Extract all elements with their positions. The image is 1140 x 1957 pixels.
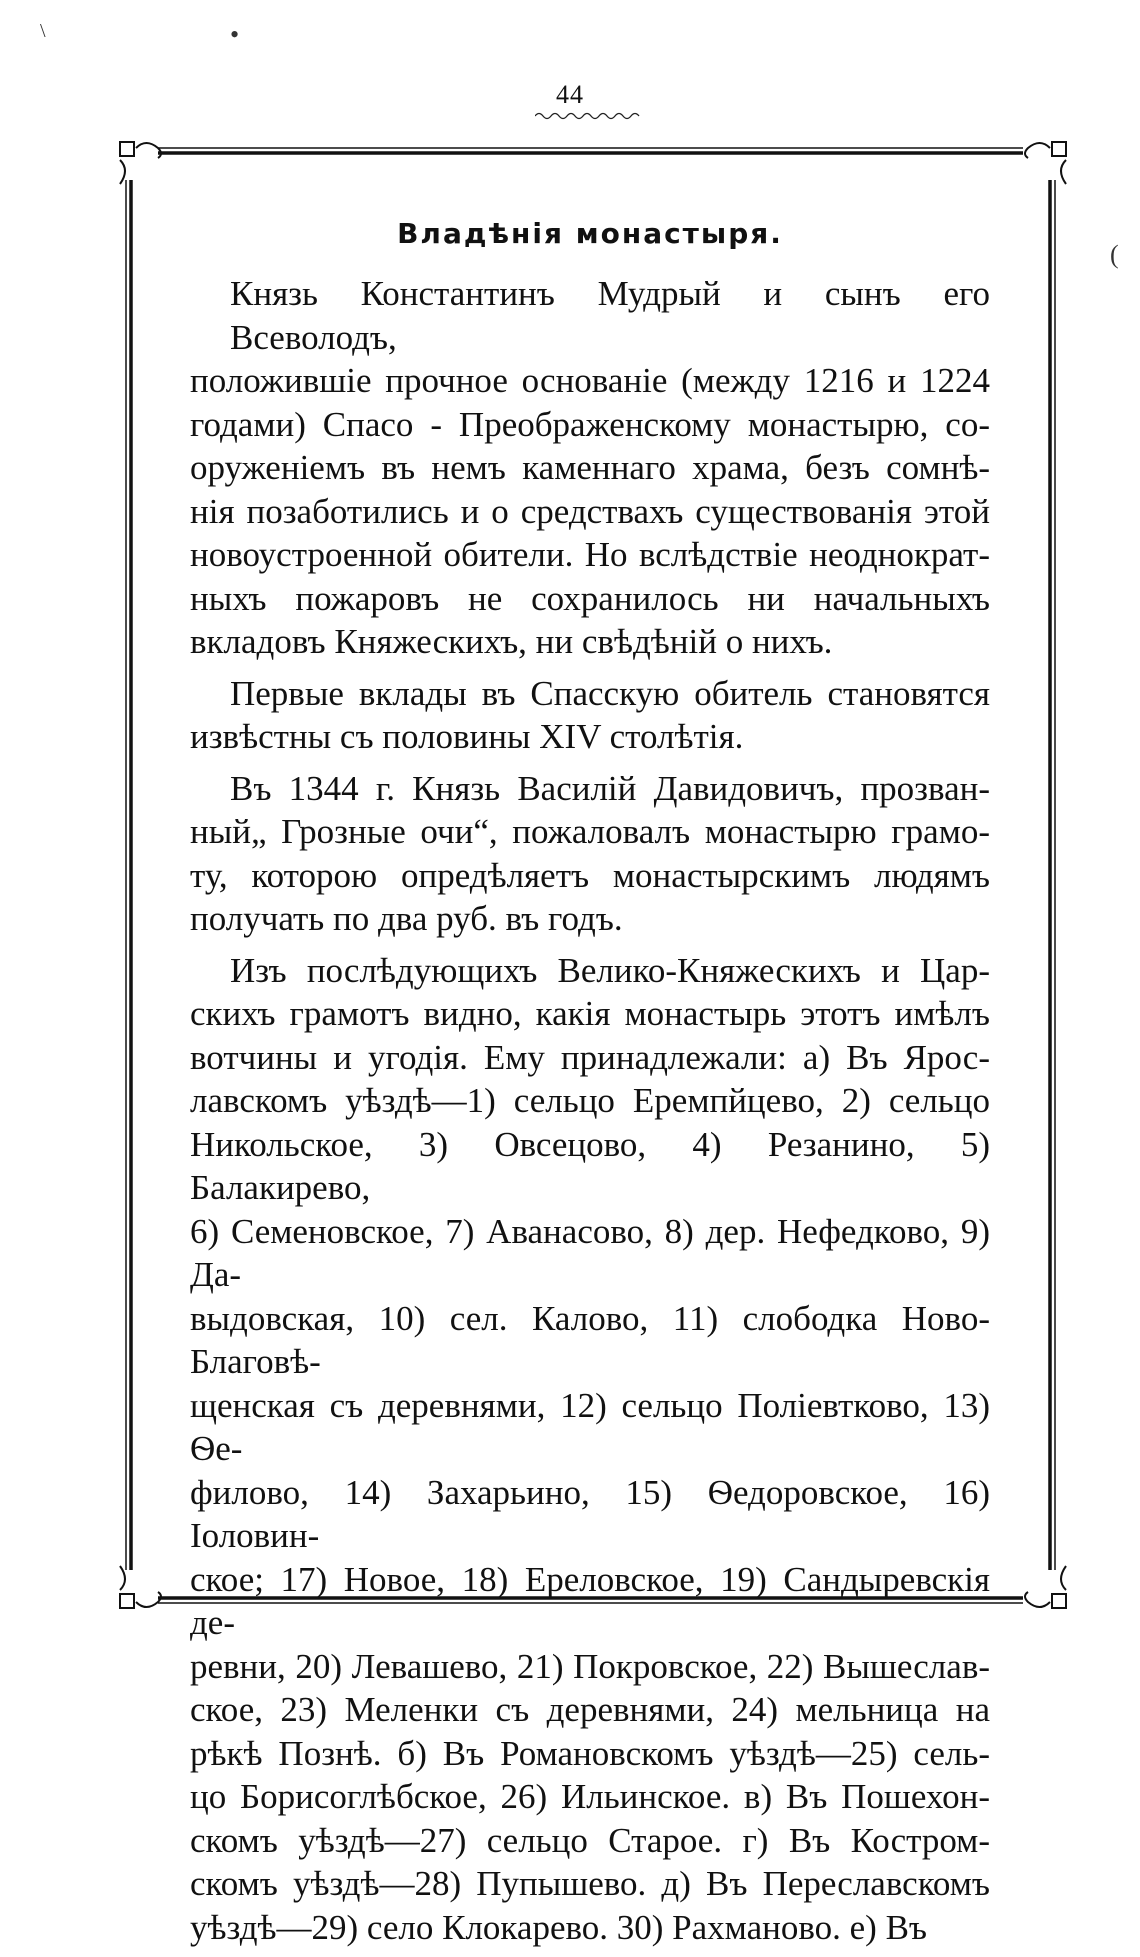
ornament-squiggle [535,111,640,121]
text-line: Первые вклады въ Спасскую обитель становятся [230,673,990,713]
text-line: ревни, 20) Левашево, 21) Покровское, 22) Вышеслав- [190,1646,990,1686]
text-line: рѣкѣ Познѣ. б) Въ Романовскомъ уѣздѣ—25) сель- [190,1733,990,1773]
print-speck: \ [40,20,46,42]
text-line: ское; 17) Новое, 18) Ереловское, 19) Сандыревскія де- [190,1559,990,1642]
text-line: ское, 23) Меленки съ деревнями, 24) мельница на [190,1690,990,1729]
text-line: скихъ грамотъ видно, какія монастырь этотъ имѣлъ [190,994,990,1033]
text-line: вкладовъ Княжескихъ, ни свѣдѣній о нихъ. [190,622,833,661]
text-line: щенская съ деревнями, 12) сельцо Поліевтково, 13) Ѳе- [190,1385,990,1468]
section-heading: Владѣнія монастыря. [397,217,783,250]
print-speck: • [230,20,240,49]
text-line: Князь Константинъ Мудрый и сынъ его Всеволодъ, [230,274,990,357]
text-line: Изъ послѣдующихъ Велико-Княжескихъ и Цар- [230,950,990,990]
text-line: Въ 1344 г. Князь Василій Давидовичъ, прозван- [230,768,990,808]
text-line: выдовская, 10) сел. Калово, 11) слободка Ново-Благовѣ- [190,1298,990,1381]
text-line: скомъ уѣздѣ—27) сельцо Старое. г) Въ Костром- [190,1820,990,1860]
body-text [190,272,990,1949]
text-line: оруженіемъ въ немъ каменнаго храма, безъ сомнѣ- [190,448,990,487]
text-line: Никольское, 3) Овсецово, 4) Резанино, 5) Балакирево, [190,1124,990,1207]
text-line: ныхъ пожаровъ не сохранилось ни начальныхъ [190,578,990,618]
paragraph [190,767,990,941]
print-speck: ( [1110,240,1119,269]
paragraph [190,672,990,759]
page-content [190,205,990,1957]
text-line: нія позаботились и о средствахъ существованія этой [190,491,990,531]
text-line: вотчины и угодія. Ему принадлежали: а) Въ Ярос- [190,1037,990,1077]
paragraph [190,949,990,1950]
text-line: скомъ уѣздѣ—28) Пупышево. д) Въ Переславскомъ [190,1864,990,1903]
text-line: ный„ Грозные очи“, пожаловалъ монастырю грамо- [190,812,990,851]
text-line: извѣстны съ половины XIV столѣтія. [190,717,744,756]
text-line: положившіе прочное основаніе (между 1216 и 1224 [190,361,990,400]
page-number: 44 [556,80,584,109]
text-line: новоустроенной обители. Но вслѣдствіе неоднократ- [190,535,990,574]
text-line: филово, 14) Захарьино, 15) Ѳедоровское, 16) Іоловин- [190,1472,990,1555]
text-line: ту, которою опредѣляетъ монастырскимъ людямъ [190,855,990,895]
text-line: уѣздѣ—29) село Клокарево. 30) Рахманово. е) Въ [190,1907,928,1947]
text-line: цо Борисоглѣбское, 26) Ильинское. в) Въ Пошехон- [190,1777,990,1816]
text-line: годами) Спасо - Преображенскому монастырю, со- [190,404,990,444]
text-line: лавскомъ уѣздѣ—1) сельцо Еремпйцево, 2) сельцо [190,1081,990,1120]
paragraph [190,272,990,664]
text-line: получать по два руб. въ годъ. [190,899,623,938]
text-line: 6) Семеновское, 7) Аванасово, 8) дер. Нефедково, 9) Да- [190,1211,990,1294]
